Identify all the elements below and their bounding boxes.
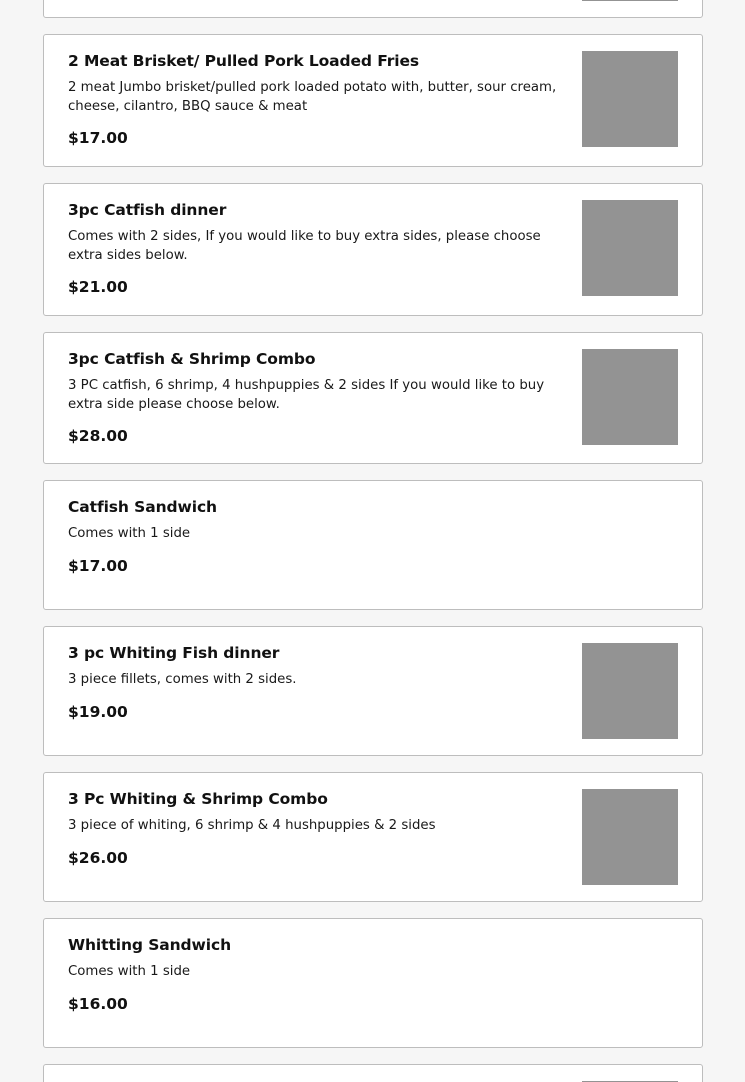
menu-item-name: Whitting Sandwich [68,936,232,954]
menu-item-price: $19.00 [68,703,128,721]
menu-item-name: 3pc Catfish dinner [68,201,227,219]
menu-item-card[interactable] [43,183,703,316]
menu-item-name: 3 Pc Whiting & Shrimp Combo [68,790,328,808]
menu-item-text [68,789,558,836]
menu-item-description: Comes with 2 sides, If you would like to buy extra sides, please choose extra sides below. [68,229,541,263]
menu-item-image [582,0,678,1]
menu-list [43,0,703,1082]
menu-item-name: 3pc Catfish & Shrimp Combo [68,350,316,368]
menu-item-card[interactable] [43,332,703,464]
menu-item-text [68,643,558,690]
menu-item-card[interactable] [43,0,703,18]
menu-item-image [582,200,678,296]
menu-item-price: $16.00 [68,995,128,1013]
menu-item-name: 3 pc Whiting Fish dinner [68,644,280,662]
menu-item-card[interactable] [43,480,703,610]
menu-item-image [582,51,678,147]
menu-item-price: $21.00 [68,278,128,296]
menu-item-description: Comes with 1 side [68,964,191,979]
menu-item-name: 2 Meat Brisket/ Pulled Pork Loaded Fries [68,52,420,70]
menu-item-card[interactable] [43,626,703,756]
menu-item-description: 3 piece of whiting, 6 shrimp & 4 hushpuppies & 2 sides [68,818,436,833]
menu-item-text [68,51,558,116]
menu-item-card[interactable] [43,918,703,1048]
menu-item-price: $28.00 [68,427,128,445]
menu-item-image [582,643,678,739]
menu-item-image [582,349,678,445]
menu-item-price: $17.00 [68,557,128,575]
menu-item-description: 3 PC catfish, 6 shrimp, 4 hushpuppies & 2 sides If you would like to buy extra side please choose below. [68,378,545,412]
menu-item-image [582,789,678,885]
menu-item-description: Comes with 1 side [68,526,191,541]
menu-item-text [68,935,558,982]
menu-item-description: 2 meat Jumbo brisket/pulled pork loaded potato with, butter, sour cream, cheese, cilantro, BBQ sauce & meat [68,80,557,114]
menu-item-text [68,497,558,544]
menu-item-text [68,349,558,414]
menu-item-text [68,200,558,265]
menu-item-card[interactable] [43,772,703,902]
menu-item-description: 3 piece fillets, comes with 2 sides. [68,672,297,687]
menu-item-name: Catfish Sandwich [68,498,217,516]
menu-item-price: $17.00 [68,129,128,147]
menu-item-card[interactable] [43,1064,703,1082]
menu-item-card[interactable] [43,34,703,167]
menu-item-price: $26.00 [68,849,128,867]
